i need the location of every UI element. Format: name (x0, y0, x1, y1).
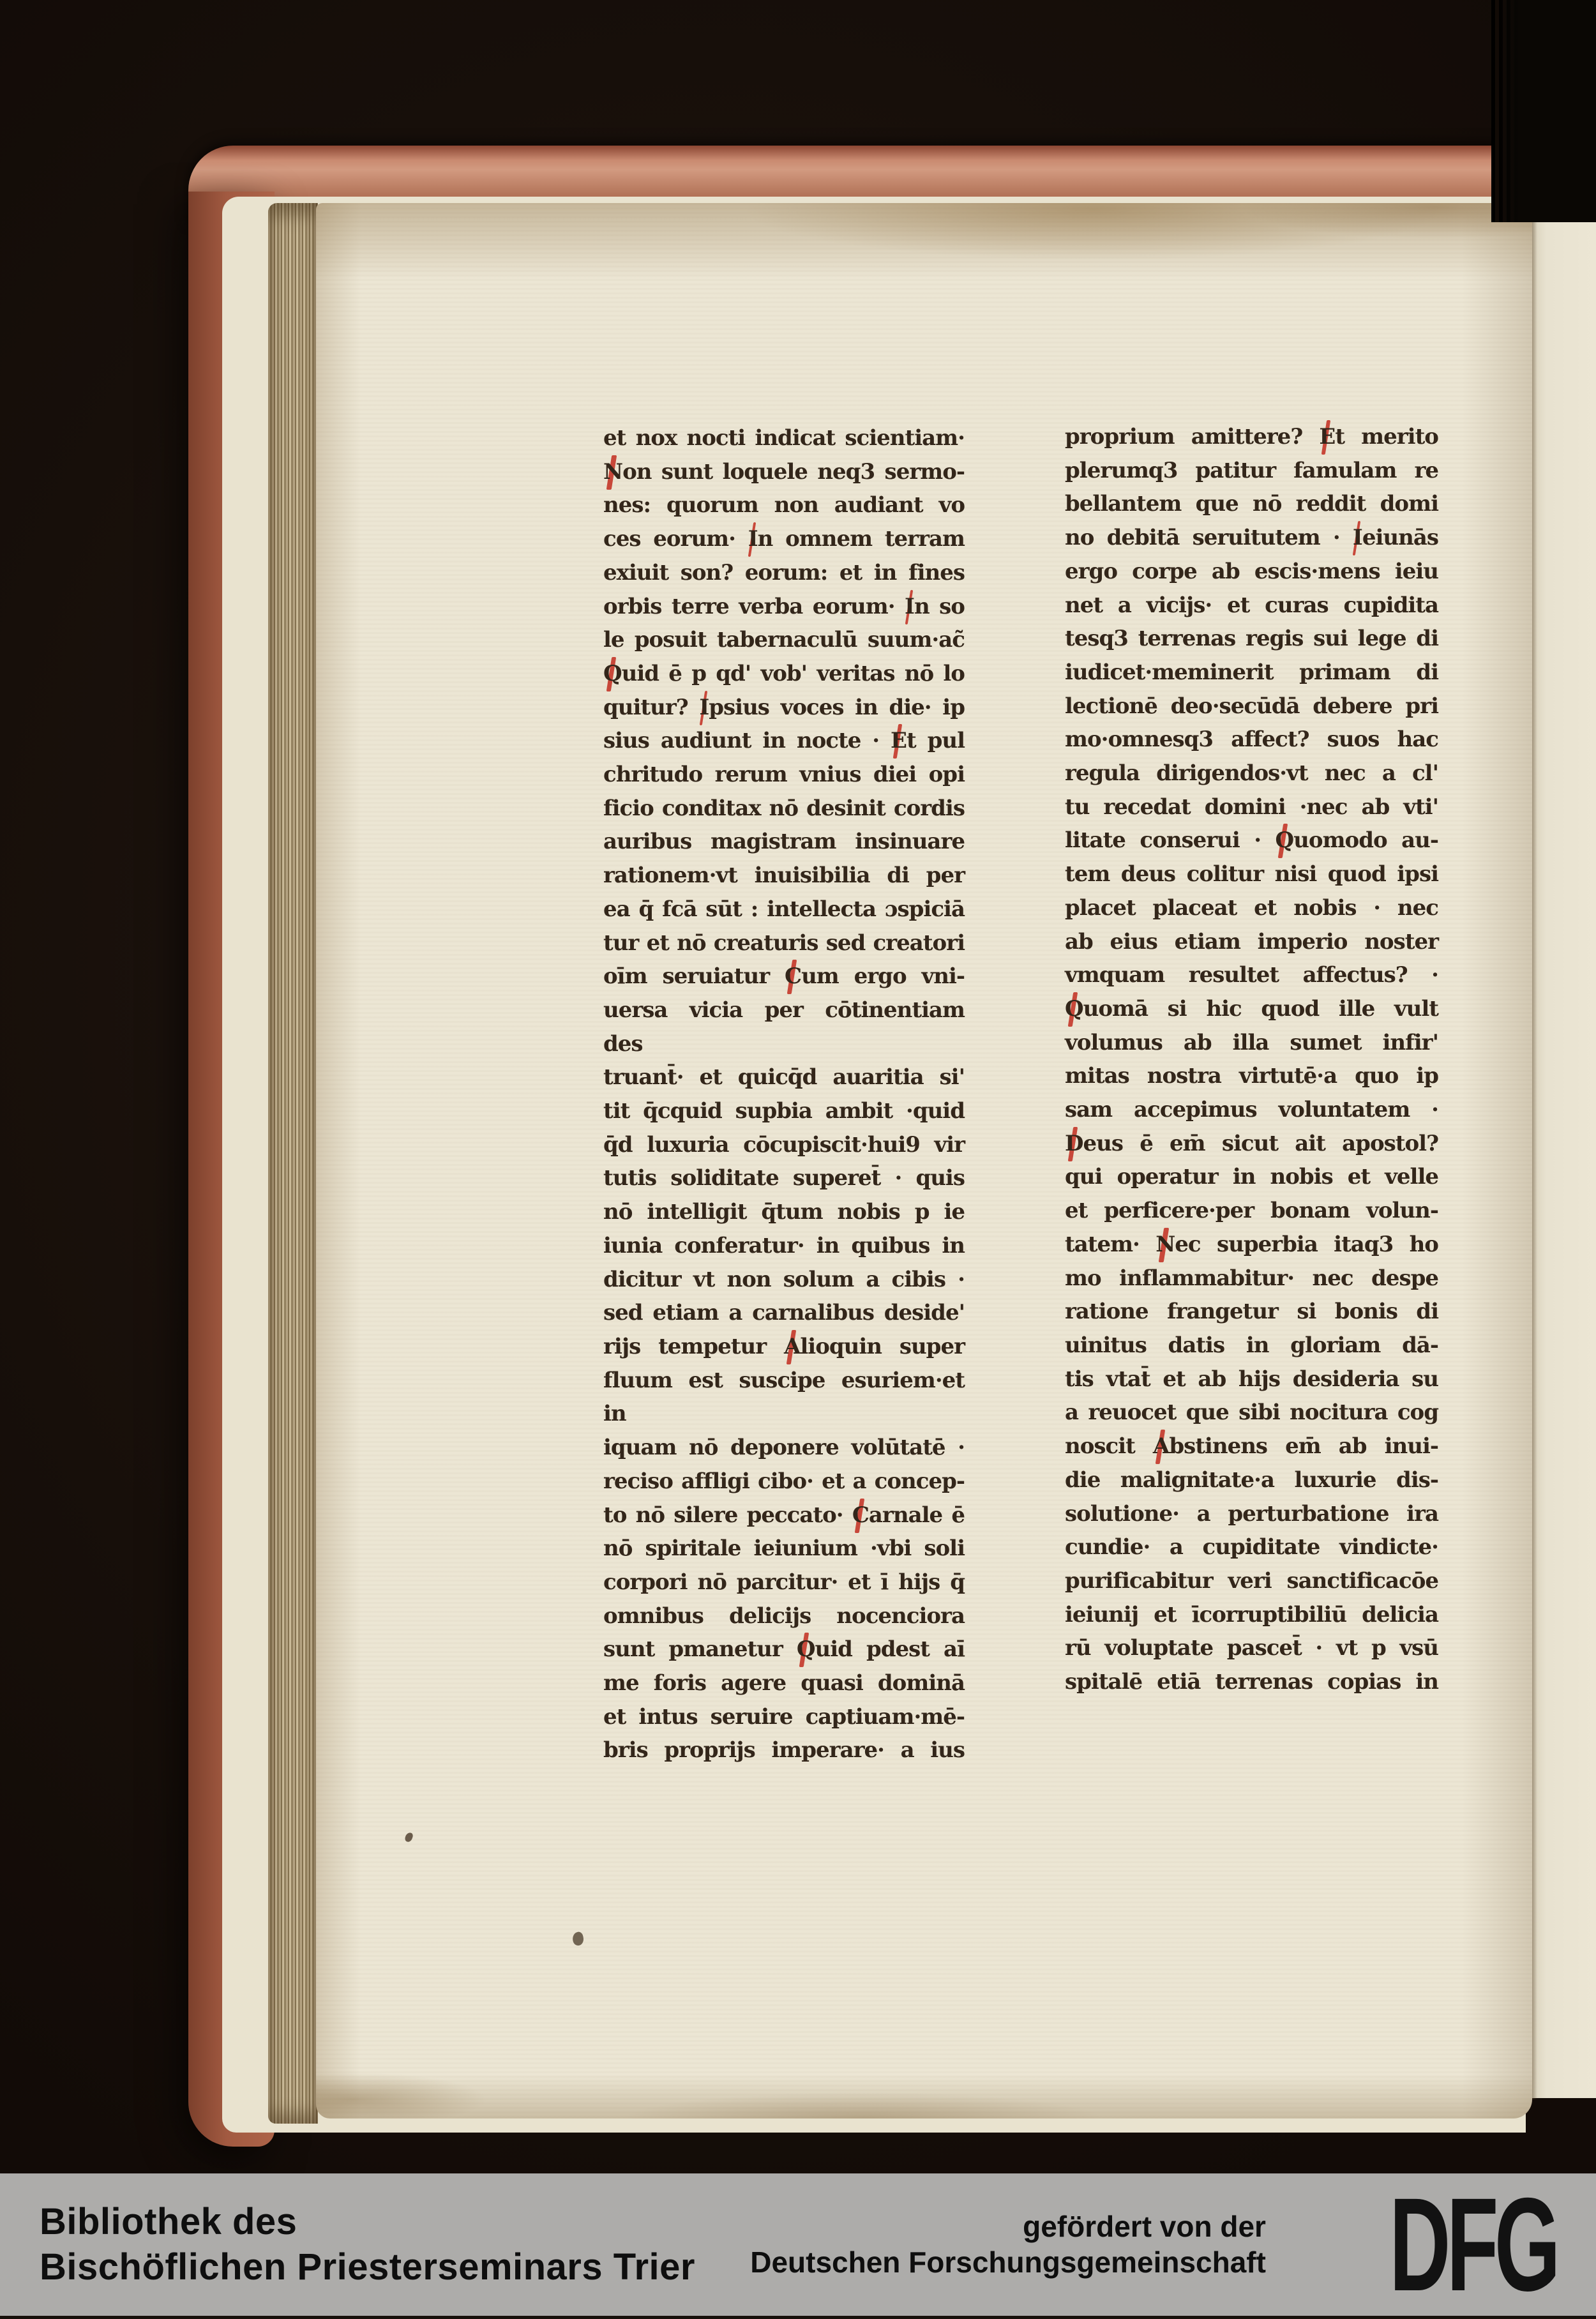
text-line: nō spiritale ieiunium ·vbi soli (603, 1536, 965, 1562)
text-line: ieiunij et īcorruptibiliū delicia (1065, 1601, 1438, 1628)
text-line: mo inflammabitur· nec despe (1065, 1265, 1438, 1291)
library-attribution (40, 2200, 695, 2290)
text-line: me foris agere quasi dominā (603, 1670, 965, 1696)
text-line: exiuit son? eorum: et in fines (603, 559, 965, 585)
text-line: Quomā si hic quod ille vult (1065, 992, 1438, 1026)
text-line: ficio conditax nō desinit cordis (603, 795, 965, 821)
text-line: nō intelligit q̄tum nobis p ie (603, 1199, 965, 1225)
spine-shadow-top-right (1491, 0, 1596, 222)
text-line: omnibus delicijs nocenciora (603, 1603, 965, 1629)
rubricated-initial: I (905, 590, 914, 624)
text-line: et nox nocti indicat scientiam· (603, 425, 965, 451)
text-line: volumus ab illa sumet infir' (1065, 1029, 1438, 1055)
facing-page-sliver (1532, 215, 1596, 2098)
text-line: uersa vicia per cōtinentiam des (603, 997, 965, 1057)
text-line: iudicet·meminerit primam di (1065, 659, 1438, 685)
text-line: fluum est suscipe esuriem·et in (603, 1367, 965, 1427)
text-line: tit q̄cquid supbia ambit ·quid (603, 1098, 965, 1124)
library-line-1: Bibliothek des (40, 2200, 297, 2242)
text-line: bellantem que nō reddit domi (1065, 491, 1438, 517)
text-line: ab eius etiam imperio noster (1065, 928, 1438, 955)
text-line: corpori nō parcitur· et ī hijs q̄ (603, 1569, 965, 1595)
text-line: ergo corpe ab escis·mens ieiu (1065, 558, 1438, 584)
text-line: mo·omnesq3 affect? suos hac (1065, 727, 1438, 753)
rubricated-initial: E (1319, 420, 1335, 454)
text-line: net a vicijs· et curas cupidita (1065, 592, 1438, 618)
rubricated-initial: Q (1065, 992, 1083, 1026)
ink-speck (571, 1931, 585, 1946)
footer-bar (0, 2170, 1596, 2319)
rubricated-initial: D (1065, 1127, 1083, 1161)
text-line: ea q̄ fcā sūt : intellecta ɔspiciā (603, 896, 965, 922)
rubricated-initial: A (784, 1330, 800, 1364)
text-line: sed etiam a carnalibus deside' (603, 1300, 965, 1326)
rubricated-initial: N (603, 455, 622, 489)
ink-speck (404, 1832, 414, 1843)
text-line: no debitā seruitutem · Ieiunās (1065, 521, 1438, 555)
text-line: qui operatur in nobis et velle (1065, 1164, 1438, 1190)
text-line: plerumq3 patitur famulam re (1065, 457, 1438, 483)
text-line: vmquam resultet affectus? · (1065, 962, 1438, 988)
text-line: cundie· a cupiditate vindicte· (1065, 1534, 1438, 1560)
text-line: uinitus datis in gloriam dā- (1065, 1332, 1438, 1358)
text-line: oīm seruiatur Cum ergo vni- (603, 960, 965, 993)
text-line: dicitur vt non solum a cibis · (603, 1266, 965, 1292)
text-line: tesq3 terrenas regis sui lege di (1065, 626, 1438, 652)
text-line: purificabitur veri sanctificacōe (1065, 1567, 1438, 1594)
rubricated-initial: I (699, 691, 709, 725)
rubricated-initial: Q (797, 1633, 815, 1666)
text-line: q̄d luxuria cōcupiscit·hui9 vir (603, 1131, 965, 1158)
text-line: tem deus colitur nisi quod ipsi (1065, 861, 1438, 888)
rubricated-initial: C (852, 1499, 869, 1532)
text-line: tatem· Nec superbia itaq3 ho (1065, 1228, 1438, 1262)
rubricated-initial: N (1156, 1228, 1175, 1262)
text-line: nes: quorum non audiant vo (603, 492, 965, 518)
rubricated-initial: E (891, 724, 907, 758)
text-line: proprium amittere? Et merito (1065, 420, 1438, 454)
rubricated-initial: Q (603, 657, 622, 691)
text-line: tutis soliditate superet̄ · quis (603, 1165, 965, 1191)
text-line: truant̄· et quicq̄d auaritia si' (603, 1064, 965, 1091)
text-line: quitur? Ipsius voces in die· ip (603, 691, 965, 725)
text-line: ces eorum· In omnem terram (603, 522, 965, 556)
text-line: solutione· a perturbatione ira (1065, 1500, 1438, 1527)
text-line: iunia conferatur· in quibus in (603, 1232, 965, 1258)
text-line: rū voluptate pascet̄ · vt p vsū (1065, 1635, 1438, 1661)
text-line: mitas nostra virtutē·a quo ip (1065, 1063, 1438, 1089)
text-line: lectionē deo·secūdā debere pri (1065, 693, 1438, 719)
text-line: sius audiunt in nocte · Et pul (603, 724, 965, 758)
rubricated-initial: I (748, 522, 758, 556)
page-stack-edges (268, 203, 318, 2124)
text-line: rijs tempetur Alioquin super (603, 1330, 965, 1364)
text-line: sam accepimus voluntatem · (1065, 1097, 1438, 1123)
text-line: reciso affligi cibo· et a concep- (603, 1468, 965, 1494)
manuscript-page (316, 203, 1532, 2119)
text-line: iquam nō deponere volūtatē · (603, 1435, 965, 1461)
text-line: et perficere·per bonam volun- (1065, 1198, 1438, 1224)
text-line: orbis terre verba eorum· In so (603, 590, 965, 624)
text-line: le posuit tabernaculū suum·ac̃ (603, 627, 965, 653)
text-line: bris proprijs imperare· a ius (603, 1737, 965, 1764)
text-line: placet placeat et nobis · nec (1065, 895, 1438, 921)
text-column-right (1065, 420, 1438, 1699)
funding-block (750, 2170, 1556, 2319)
library-line-2: Bischöflichen Priesterseminars Trier (40, 2246, 695, 2288)
text-line: et intus seruire captiuam·mē- (603, 1703, 965, 1730)
funding-line-2: Deutschen Forschungsgemeinschaft (750, 2245, 1266, 2279)
text-line: tu recedat domini ·nec ab vti' (1065, 794, 1438, 820)
text-line: tis vtat̄ et ab hijs desideria su (1065, 1366, 1438, 1392)
text-column-left (603, 421, 965, 1767)
text-line: to nō silere peccato· Carnale ē (603, 1499, 965, 1532)
text-line: spitalē etiā terrenas copias in (1065, 1669, 1438, 1695)
rubricated-initial: C (785, 960, 801, 993)
text-line: litate conserui · Quomodo au- (1065, 824, 1438, 857)
text-line: tur et nō creaturis sed creatori (603, 930, 965, 956)
rubricated-initial: I (1353, 521, 1362, 555)
text-line: Quid ē p qd' vob' veritas nō lo (603, 657, 965, 691)
funding-line-1: gefördert von der (1023, 2210, 1266, 2244)
dfg-logo: DFG (1389, 2170, 1556, 2319)
text-line: sunt pmanetur Quid pdest aī (603, 1633, 965, 1666)
text-line: chritudo rerum vnius diei opi (603, 762, 965, 788)
rubricated-initial: A (1153, 1430, 1169, 1463)
funding-attribution (750, 2209, 1266, 2279)
text-line: die malignitate·a luxurie dis- (1065, 1467, 1438, 1493)
text-line: rationem·vt inuisibilia di per (603, 863, 965, 889)
text-line: Non sunt loquele neq3 sermo- (603, 455, 965, 489)
text-line: auribus magistram insinuare (603, 829, 965, 855)
text-line: noscit Abstinens em̄ ab inui- (1065, 1430, 1438, 1463)
text-line: Deus ē em̄ sicut ait apostol? (1065, 1127, 1438, 1161)
text-line: regula dirigendos·vt nec a cl' (1065, 760, 1438, 787)
text-line: ratione frangetur si bonis di (1065, 1299, 1438, 1325)
text-line: a reuocet que sibi nocitura cog (1065, 1400, 1438, 1426)
rubricated-initial: Q (1276, 824, 1294, 857)
